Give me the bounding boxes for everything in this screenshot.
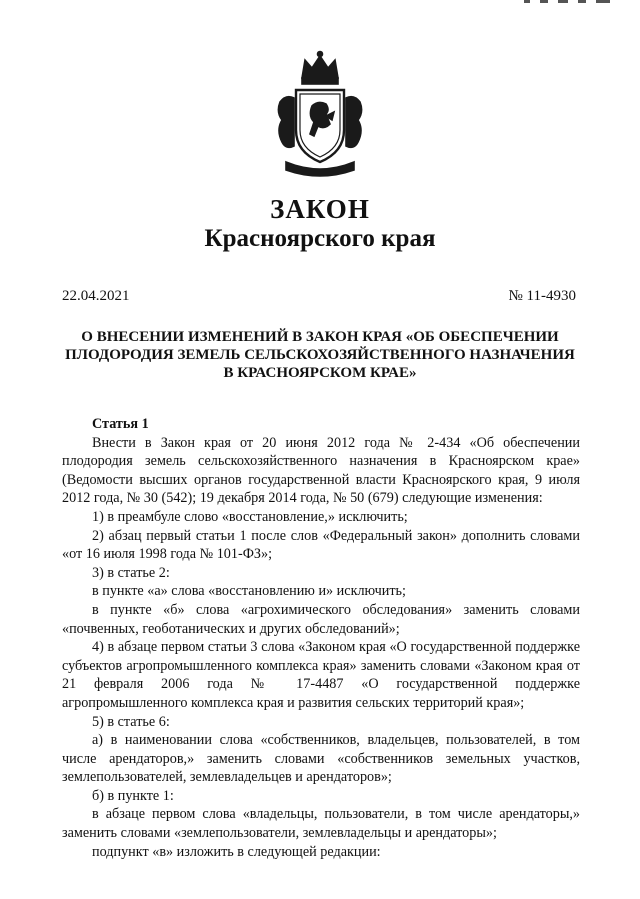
scan-marks (524, 0, 610, 3)
paragraph: в абзаце первом слова «владельцы, пользователи, в том числе арендаторы,» заменить словами «землепользователи, землевладельцы и арендаторы»; (62, 806, 580, 842)
law-date: 22.04.2021 (62, 288, 130, 304)
paragraph: 5) в статье 6: (92, 713, 170, 730)
law-subtitle: Красноярского края (204, 225, 436, 252)
paragraph: в пункте «б» слова «агрохимического обследования» заменить словами «почвенных, геоботанических и других обследований»; (62, 601, 580, 637)
paragraph: подпункт «в» изложить в следующей редакции: (92, 843, 381, 860)
paragraph: 2) абзац первый статьи 1 после слов «Федеральный закон» дополнить словами «от 16 июля 1998 года № 101-ФЗ»; (62, 527, 580, 563)
article-title: Статья 1 (92, 416, 149, 432)
law-title: ЗАКОН (270, 194, 370, 224)
heading-line: О ВНЕСЕНИИ ИЗМЕНЕНИЙ В ЗАКОН КРАЯ «ОБ ОБЕСПЕЧЕНИИ (81, 329, 559, 345)
paragraph: 4) в абзаце первом статьи 3 слова «Законом края «О государственной поддержке субъектов агропромышленного комплекса края» заменить словами «Законом края от 21 февраля 2006 года № 17-4487 «О государственной поддержке агропромышленного комплекса края и развития сельских территорий края»; (62, 639, 580, 711)
paragraph: 3) в статье 2: (92, 564, 170, 581)
paragraph: а) в наименовании слова «собственников, владельцев, пользователей, в том числе арендаторов,» заменить словами «собственников земельных участков, землепользователей, землевладельцев и арендаторов»; (62, 732, 580, 786)
paragraph: Внести в Закон края от 20 июня 2012 года № 2-434 «Об обеспечении плодородия земель сельскохозяйственного назначения в Красноярском крае» (Ведомости высших органов государственной власти Красноярского края, 9 июля 2012 года, № 30 (542); 19 декабря 2014 года, № 50 (679) следующие изменения: (62, 434, 580, 507)
paragraph: б) в пункте 1: (92, 787, 174, 804)
law-heading (55, 328, 585, 382)
heading-line: ПЛОДОРОДИЯ ЗЕМЕЛЬ СЕЛЬСКОХОЗЯЙСТВЕННОГО НАЗНАЧЕНИЯ (65, 347, 575, 363)
paragraph: 1) в преамбуле слово «восстановление,» исключить; (92, 508, 408, 525)
coat-of-arms-icon (272, 50, 368, 182)
heading-line: В КРАСНОЯРСКОМ КРАЕ» (223, 365, 417, 381)
law-body (62, 415, 580, 861)
paragraph: в пункте «а» слова «восстановлению и» исключить; (92, 583, 406, 600)
law-number: № 11-4930 (508, 288, 576, 304)
